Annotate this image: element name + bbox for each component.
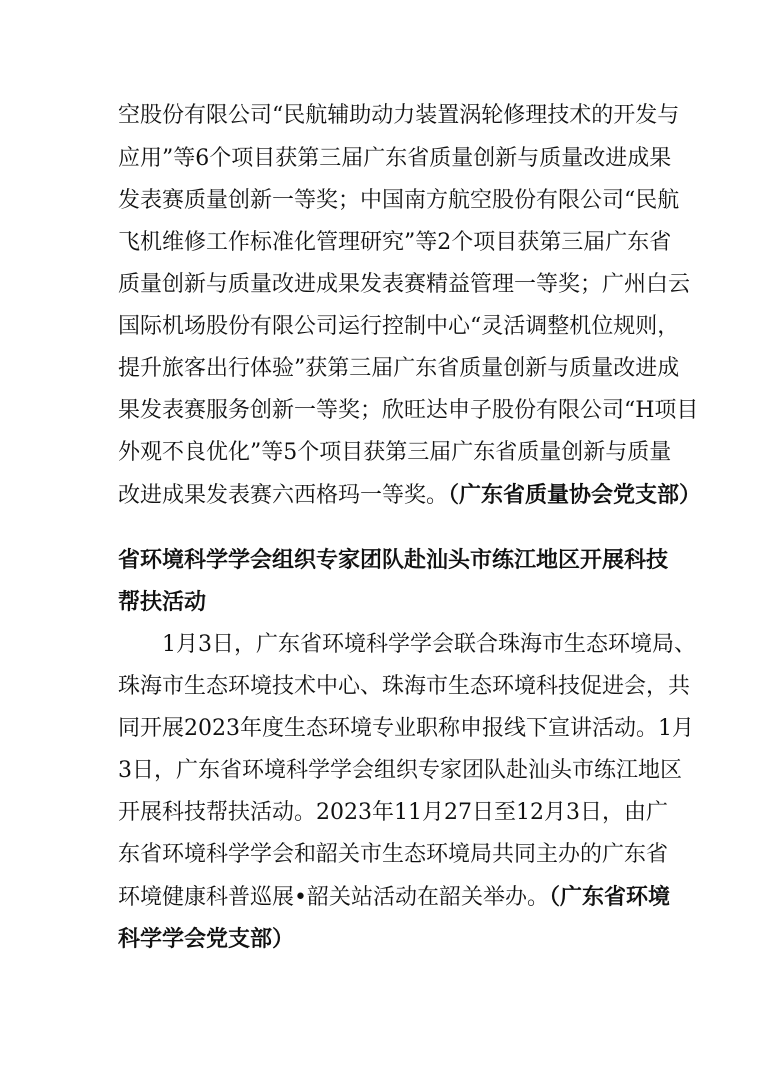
paragraph-line: 质量创新与质量改进成果发表赛精益管理一等奖；广州白云 [118, 272, 691, 297]
paragraph-text: 环境健康科普巡展•韶关站活动在韶关举办。 [118, 885, 549, 910]
paragraph-text: 改进成果发表赛六西格玛一等奖。 [118, 483, 449, 508]
article-title-line1: 省环境科学学会组织专家团队赴汕头市练江地区开展科技 [118, 548, 669, 573]
paragraph-line: 果发表赛服务创新一等奖；欣旺达申子股份有限公司“H项目 [118, 398, 699, 423]
paragraph-line-last [118, 480, 702, 511]
paragraph-line: 1月3日，广东省环境科学学会联合珠海市生态环境局、 [162, 632, 696, 657]
paragraph-line: 空股份有限公司“民航辅助动力装置涡轮修理技术的开发与 [118, 103, 680, 128]
source-attribution: （广东省质量协会党支部） [448, 482, 702, 508]
article-title-line2: 帮扶活动 [118, 590, 207, 615]
paragraph-line: 发表赛质量创新一等奖；中国南方航空股份有限公司“民航 [118, 188, 680, 213]
paragraph-line: 开展科技帮扶活动。2023年11月27日至12月3日，由广 [118, 800, 668, 825]
paragraph-line: 应用”等6个项目获第三届广东省质量创新与质量改进成果 [118, 146, 672, 171]
paragraph-line: 提升旅客出行体验”获第三届广东省质量创新与质量改进成 [118, 356, 680, 381]
paragraph-line: 东省环境科学学会和韶关市生态环境局共同主办的广东省 [118, 842, 669, 867]
paragraph-line: 3日，广东省环境科学学会组织专家团队赴汕头市练江地区 [118, 758, 682, 783]
paragraph-line: 同开展2023年度生态环境专业职称申报线下宣讲活动。1月 [118, 716, 694, 741]
paragraph-line: 飞机维修工作标准化管理研究”等2个项目获第三届广东省 [118, 230, 672, 255]
source-attribution-part2: 科学学会党支部） [118, 926, 295, 952]
source-attribution-part1: （广东省环境 [548, 884, 670, 910]
paragraph-line: 珠海市生态环境技术中心、珠海市生态环境科技促进会，共 [118, 674, 691, 699]
paragraph-line: 外观不良优化”等5个项目获第三届广东省质量创新与质量 [118, 440, 672, 465]
paragraph-line: 国际机场股份有限公司运行控制中心“灵活调整机位规则， [118, 314, 680, 339]
paragraph-line [118, 882, 670, 913]
